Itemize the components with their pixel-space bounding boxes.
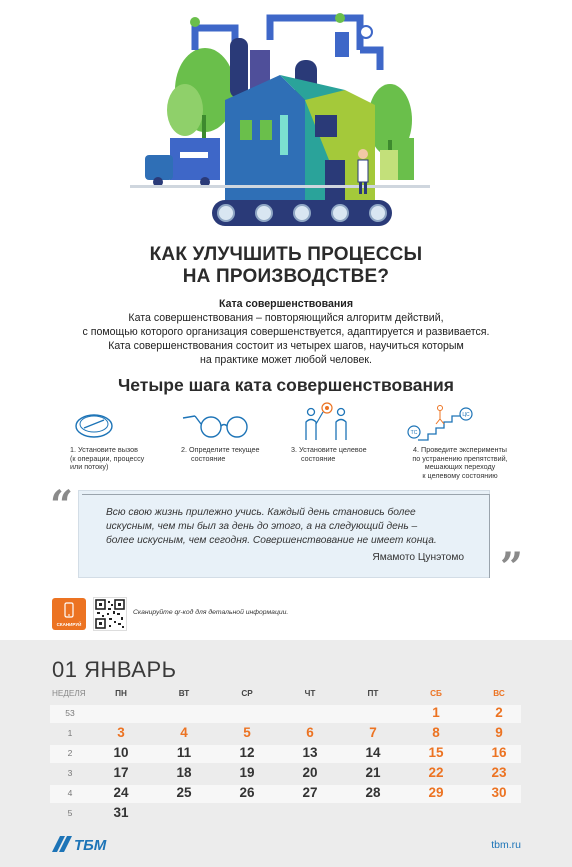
calendar-day[interactable]: 21 xyxy=(365,765,381,780)
calendar-day[interactable]: 16 xyxy=(491,745,507,760)
calendar-day[interactable]: 22 xyxy=(428,765,444,780)
calendar-month: 01 ЯНВАРЬ xyxy=(52,657,177,682)
calendar-day[interactable]: 23 xyxy=(491,765,507,780)
calendar-day[interactable]: 17 xyxy=(113,765,129,780)
intro-line: на практике может любой человек. xyxy=(200,354,372,366)
intro-text xyxy=(0,297,572,367)
step-caption: 1. Установите вызов xyxy=(70,445,138,454)
calendar-day[interactable]: 8 xyxy=(432,725,440,740)
step-2 xyxy=(181,400,301,463)
compass-icon xyxy=(70,400,120,444)
calendar-day[interactable]: 6 xyxy=(306,725,314,740)
calendar-day[interactable]: 9 xyxy=(495,725,503,740)
calendar-day[interactable]: 10 xyxy=(113,745,129,760)
qr-code-icon xyxy=(94,598,126,630)
calendar-header-day: ЧТ xyxy=(304,689,316,698)
calendar-day[interactable]: 18 xyxy=(176,765,192,780)
factory-illustration xyxy=(130,10,440,232)
intro-heading: Ката совершенствования xyxy=(218,298,353,310)
calendar-day[interactable]: 5 xyxy=(243,725,251,740)
step-caption: мешающих переходу xyxy=(424,462,496,471)
calendar-day[interactable]: 15 xyxy=(428,745,444,760)
step-4-badge-current: ТС xyxy=(410,430,418,436)
calendar-day[interactable]: 4 xyxy=(180,725,188,740)
quote-close-mark: ” xyxy=(500,544,524,591)
calendar-day[interactable]: 2 xyxy=(495,705,503,720)
step-caption: (к операции, процессу xyxy=(70,453,145,463)
step-caption: 4. Проведите эксперименты xyxy=(413,445,507,454)
step-3 xyxy=(291,400,411,463)
calendar-header-day: ПТ xyxy=(367,689,379,698)
logo-text: ТБМ xyxy=(74,837,107,853)
steps-title: Четыре шага ката совершенствования xyxy=(117,375,455,395)
calendar-day[interactable]: 11 xyxy=(176,745,192,760)
week-number: 3 xyxy=(67,768,73,778)
step-1 xyxy=(70,400,190,472)
calendar-day[interactable]: 12 xyxy=(239,745,255,760)
week-number: 4 xyxy=(67,788,73,798)
step-4 xyxy=(400,400,520,480)
calendar-day[interactable]: 1 xyxy=(432,705,440,720)
calendar-header-day: СБ xyxy=(430,689,442,698)
step-caption: или потоку) xyxy=(70,462,109,471)
step-4-badge-target: ЦС xyxy=(462,412,470,418)
calendar-day[interactable]: 28 xyxy=(365,785,381,800)
week-number: 1 xyxy=(67,728,73,738)
calendar-day[interactable]: 20 xyxy=(302,765,318,780)
scan-badge xyxy=(52,598,86,630)
calendar-day[interactable]: 30 xyxy=(491,785,507,800)
calendar-header-week: НЕДЕЛЯ xyxy=(52,689,86,698)
calendar-day[interactable]: 7 xyxy=(369,725,377,740)
scan-instruction: Сканируйте qr-код для детальной информации. xyxy=(133,609,289,616)
stairs-goal-icon xyxy=(400,400,480,444)
quote-line: более искусным, чем сегодня. Совершенствование не имеет конца. xyxy=(106,535,437,546)
scan-badge-label: СКАНИРУЙ xyxy=(56,622,82,627)
calendar-header-day: СР xyxy=(241,689,253,698)
step-caption: состояние xyxy=(191,453,226,463)
site-link[interactable]: tbm.ru xyxy=(491,839,521,851)
quote-text xyxy=(106,506,476,548)
phone-icon xyxy=(52,600,86,624)
calendar-day[interactable]: 31 xyxy=(113,805,129,820)
calendar-day[interactable]: 14 xyxy=(365,745,381,760)
calendar-day[interactable]: 27 xyxy=(302,785,318,800)
title-line-2: НА ПРОИЗВОДСТВЕ? xyxy=(182,266,390,287)
calendar-header-day: ПН xyxy=(115,689,127,698)
calendar-header-day: ВС xyxy=(493,689,505,698)
calendar-day[interactable]: 24 xyxy=(113,785,129,800)
step-caption: к целевому состоянию xyxy=(422,470,498,480)
quote-open-mark: “ xyxy=(50,482,74,529)
calendar-day[interactable]: 3 xyxy=(117,725,125,740)
step-caption: 2. Определите текущее xyxy=(181,445,260,454)
step-caption: по устранению препятствий, xyxy=(412,453,508,463)
week-number: 2 xyxy=(67,748,73,758)
page-title xyxy=(0,244,572,288)
step-caption: 3. Установите целевое xyxy=(291,445,367,454)
calendar-day[interactable]: 13 xyxy=(302,745,318,760)
intro-line: Ката совершенствования состоит из четырех шагов, научиться которым xyxy=(108,340,464,352)
step-caption: состояние xyxy=(301,453,336,463)
calendar-day[interactable]: 26 xyxy=(239,785,255,800)
qr-code[interactable] xyxy=(93,597,127,631)
calendar-header-day: ВТ xyxy=(178,689,190,698)
week-number: 5 xyxy=(67,808,73,818)
quote-author: Ямамото Цунэтомо xyxy=(372,552,464,563)
week-number: 53 xyxy=(65,708,75,718)
calendar-day[interactable]: 29 xyxy=(428,785,444,800)
quote-line: Всю свою жизнь прилежно учись. Каждый день становись более xyxy=(106,507,416,518)
calendar-day[interactable]: 25 xyxy=(176,785,192,800)
tbm-logo xyxy=(52,835,122,853)
quote-line: искусным, чем ты был за день до этого, а на следующий день – xyxy=(106,521,418,532)
title-line-1: КАК УЛУЧШИТЬ ПРОЦЕССЫ xyxy=(149,244,423,265)
intro-line: Ката совершенствования – повторяющийся алгоритм действий, xyxy=(128,312,444,324)
intro-line: с помощью которого организация совершенствуется, адаптируется и развивается. xyxy=(82,326,490,338)
glasses-icon xyxy=(181,400,251,444)
calendar-day[interactable]: 19 xyxy=(239,765,255,780)
team-target-icon xyxy=(297,400,357,444)
